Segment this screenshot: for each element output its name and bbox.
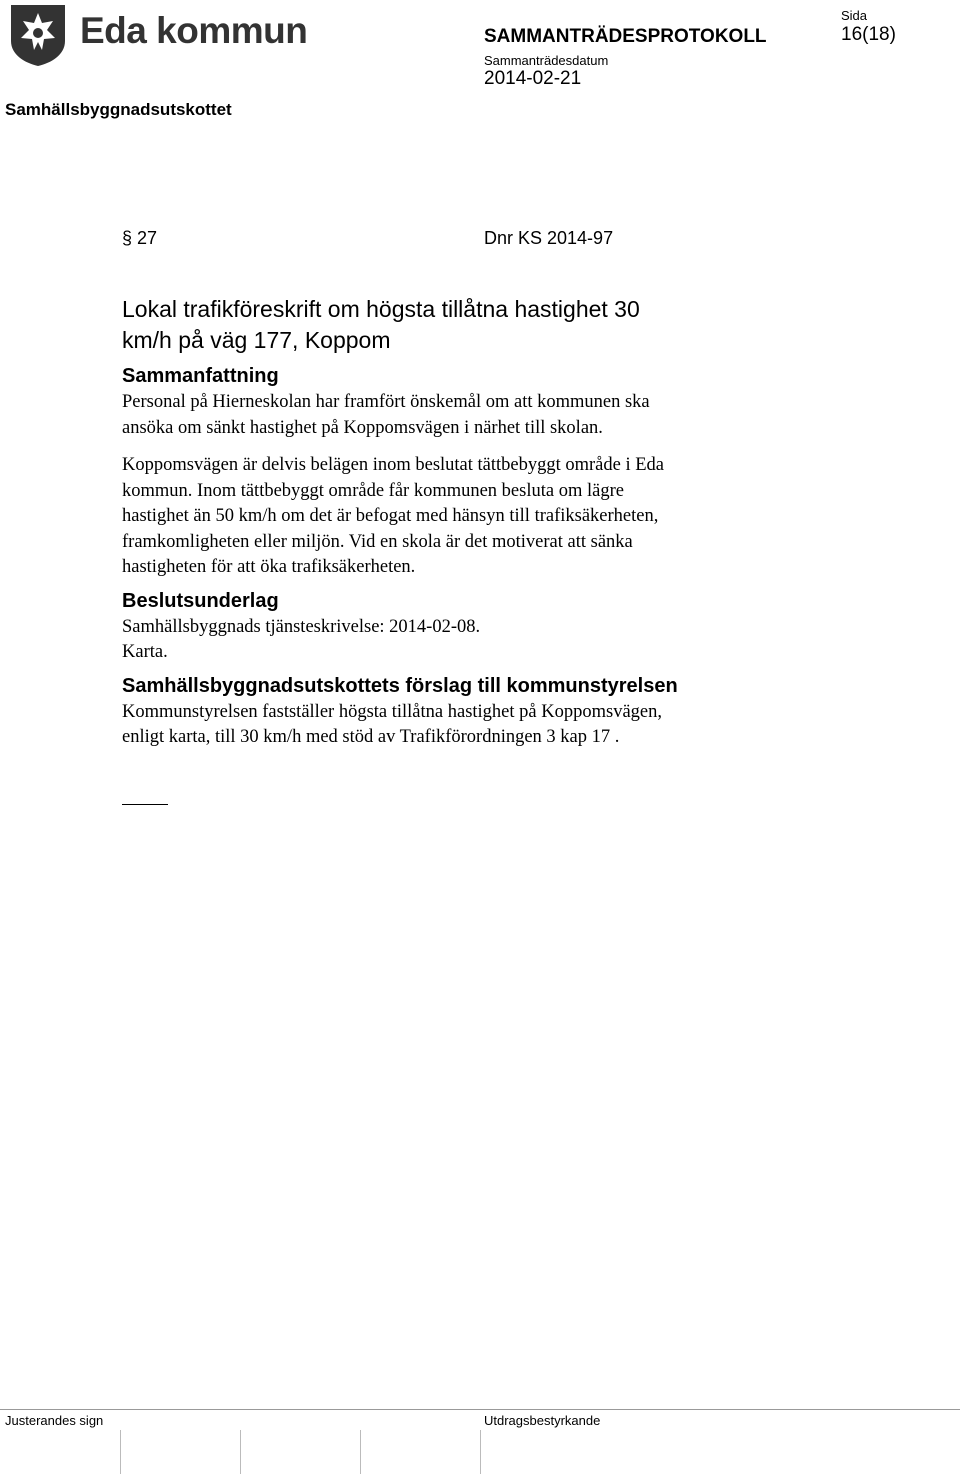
meeting-date-label: Sammanträdesdatum <box>484 53 609 68</box>
meeting-date: 2014-02-21 <box>484 68 582 89</box>
signature-box-divider <box>240 1430 241 1474</box>
signature-box-divider <box>120 1430 121 1474</box>
section-title <box>122 294 822 356</box>
summary-heading: Sammanfattning <box>122 365 279 387</box>
text-line: ansöka om sänkt hastighet på Koppomsvägen i närhet till skolan. <box>122 417 603 438</box>
summary-paragraph-1 <box>122 390 822 441</box>
basis-item: Karta. <box>122 642 168 662</box>
signature-box-divider <box>480 1430 481 1474</box>
page-number: 16(18) <box>841 24 896 45</box>
summary-paragraph-2 <box>122 453 822 581</box>
proposal-heading: Samhällsbyggnadsutskottets förslag till kommunstyrelsen <box>122 674 678 697</box>
section-end-divider <box>122 804 168 805</box>
basis-heading: Beslutsunderlag <box>122 589 279 612</box>
signature-label: Justerandes sign <box>5 1413 104 1428</box>
section-title-line-1: Lokal trafikföreskrift om högsta tillåtna hastighet 30 <box>122 296 640 322</box>
page-label: Sida <box>841 8 868 23</box>
paragraph-number: § 27 <box>122 228 158 248</box>
text-line: hastigheten för att öka trafiksäkerheten. <box>122 557 416 577</box>
municipality-name: Eda kommun <box>80 10 308 51</box>
text-line: framkomligheten eller miljön. Vid en skola är det motiverat att sänka <box>122 531 633 552</box>
text-line: Koppomsvägen är delvis belägen inom beslutat tättbebyggt område i Eda <box>122 455 665 475</box>
text-line: hastighet än 50 km/h om det är befogat med hänsyn till trafiksäkerheten, <box>122 506 659 526</box>
eda-kommun-logo <box>7 3 69 67</box>
document-type: SAMMANTRÄDESPROTOKOLL <box>484 26 767 47</box>
section-title-line-2: km/h på väg 177, Koppom <box>122 327 391 353</box>
text-line: kommun. Inom tättbebyggt område får kommunen besluta om lägre <box>122 480 624 501</box>
proposal-text <box>122 700 822 751</box>
text-line: Personal på Hierneskolan har framfört önskemål om att kommunen ska <box>122 392 650 412</box>
signature-box-divider <box>360 1430 361 1474</box>
basis-item: Samhällsbyggnads tjänsteskrivelse: 2014-02-08. <box>122 616 481 637</box>
text-line: enligt karta, till 30 km/h med stöd av Trafikförordningen 3 kap 17 . <box>122 727 620 747</box>
case-number: Dnr KS 2014-97 <box>484 228 614 248</box>
certification-label: Utdragsbestyrkande <box>484 1413 601 1428</box>
committee-name: Samhällsbyggnadsutskottet <box>5 100 232 119</box>
document-body <box>122 294 822 751</box>
footer-divider <box>0 1409 960 1410</box>
paragraph-number-value: 27 <box>137 228 158 248</box>
text-line: Kommunstyrelsen fastställer högsta tillåtna hastighet på Koppomsvägen, <box>122 701 662 722</box>
basis-list <box>122 615 822 666</box>
